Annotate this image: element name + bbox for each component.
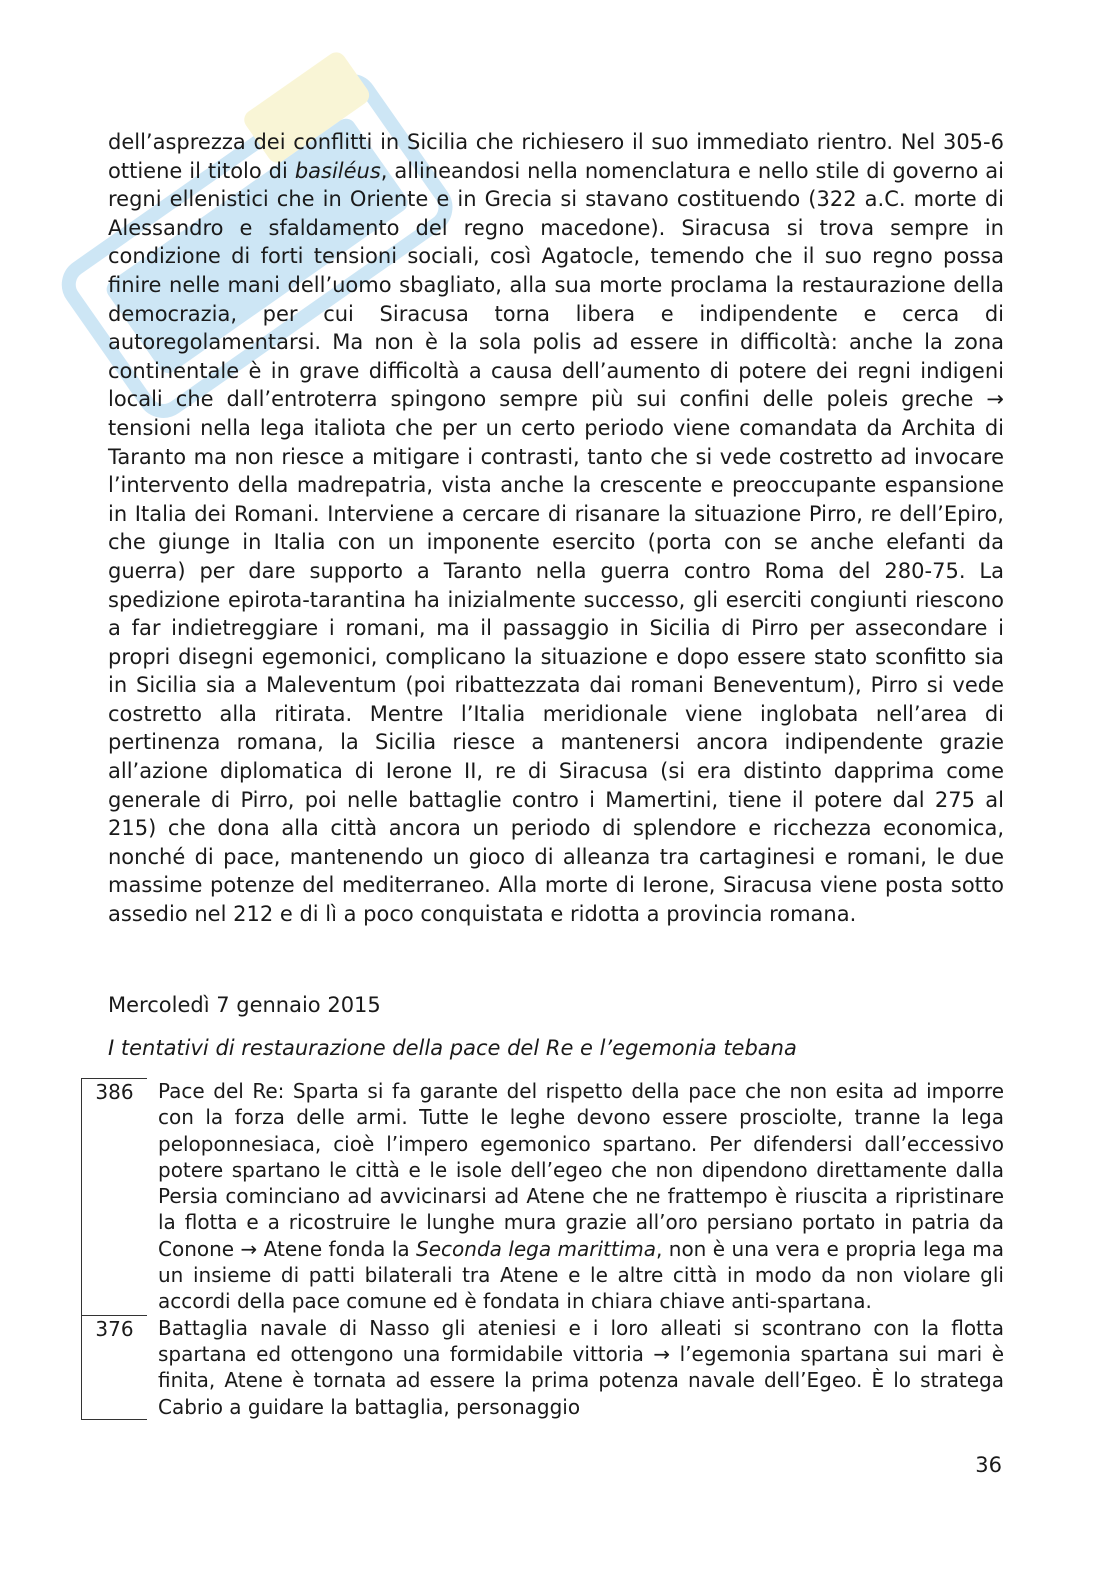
arrow-icon: →	[653, 1341, 671, 1366]
date-heading: Mercoledì 7 gennaio 2015	[108, 993, 381, 1017]
timeline-table	[81, 1078, 1004, 1420]
timeline-row	[81, 1078, 1004, 1315]
timeline-row	[81, 1315, 1004, 1420]
italic-term: Seconda lega marittima	[416, 1236, 657, 1261]
year-cell: 386	[81, 1078, 147, 1315]
year-cell: 376	[81, 1315, 147, 1420]
page-number: 36	[975, 1453, 1002, 1477]
timeline-entry: Pace del Re: Sparta si fa garante del rispetto della pace che non esita ad imporre con la forza delle armi. Tutte le leghe devono essere prosciolte, tranne la lega peloponnesiaca, cioè l’impero egemonico spartano. Per difendersi dall’eccessivo potere spartano le città e le isole dell’egeo che non dipendono direttamente dalla Persia cominciano ad avvicinarsi ad Atene che ne frattempo è riuscita a ripristinare la flotta e a ricostruire le lunghe mura grazie all’oro persiano portato in patria da Conone → Atene fonda la Seconda lega marittima, non è una vera e propria lega ma un insieme di patti bilaterali tra Atene e le altre città in modo da non violare gli accordi della pace comune ed è fondata in chiara chiave anti-spartana.	[158, 1079, 1004, 1314]
basileus-term: basiléus	[294, 158, 381, 183]
arrow-icon: →	[986, 387, 1004, 412]
arrow-icon: →	[240, 1236, 258, 1261]
section-title: I tentativi di restaurazione della pace del Re e l’egemonia tebana	[108, 1036, 797, 1060]
timeline-entry: Battaglia navale di Nasso gli ateniesi e i loro alleati si scontrano con la flotta spartana ed ottengono una formidabile vittoria → l’egemonia spartana sui mari è finita, Atene è tornata ad essere la prima potenza navale dell’Egeo. È lo stratega Cabrio a guidare la battaglia, personaggio	[158, 1315, 1004, 1419]
body-paragraph: dell’asprezza dei conflitti in Sicilia che richiesero il suo immediato rientro. Nel 305-6 ottiene il titolo di basiléus, allineandosi nella nomenclatura e nello stile di governo ai regni ellenistici che in Oriente e in Grecia si stavano costituendo (322 a.C. morte di Alessandro e sfaldamento del regno macedone). Siracusa si trova sempre in condizione di forti tensioni sociali, così Agatocle, temendo che il suo regno possa finire nelle mani dell’uomo sbagliato, alla sua morte proclama la restaurazione della democrazia, per cui Siracusa torna libera e indipendente e cerca di autoregolamentarsi. Ma non è la sola polis ad essere in difficoltà: anche la zona continentale è in grave difficoltà a causa dell’aumento di potere dei regni indigeni locali che dall’entroterra spingono sempre più sui confini delle poleis greche → tensioni nella lega italiota che per un certo periodo viene comandata da Archita di Taranto ma non riesce a mitigare i contrasti, tanto che si vede costretto ad invocare l’intervento della madrepatria, vista anche la crescente e preoccupante espansione in Italia dei Romani. Interviene a cercare di risanare la situazione Pirro, re dell’Epiro, che giunge in Italia con un imponente esercito (porta con se anche elefanti da guerra) per dare supporto a Taranto nella guerra contro Roma del 280-75. La spedizione epirota-tarantina ha inizialmente successo, gli eserciti congiunti riescono a far indietreggiare i romani, ma il passaggio in Sicilia di Pirro per assecondare i propri disegni egemonici, complicano la situazione e dopo essere stato sconfitto sia in Sicilia sia a Maleventum (poi ribattezzata dai romani Beneventum), Pirro si vede costretto alla ritirata. Mentre l’Italia meridionale viene inglobata nell’area di pertinenza romana, la Sicilia riesce a mantenersi ancora indipendente grazie all’azione diplomatica di Ierone II, re di Siracusa (si era distinto dapprima come generale di Pirro, poi nelle battaglie contro i Mamertini, tiene il potere dal 275 al 215) che dona alla città ancora un periodo di splendore e ricchezza economica, nonché di pace, mantenendo un gioco di alleanza tra cartaginesi e romani, le due massime potenze del mediterraneo. Alla morte di Ierone, Siracusa viene posta sotto assedio nel 212 e di lì a poco conquistata e ridotta a provincia romana.	[108, 130, 1004, 927]
